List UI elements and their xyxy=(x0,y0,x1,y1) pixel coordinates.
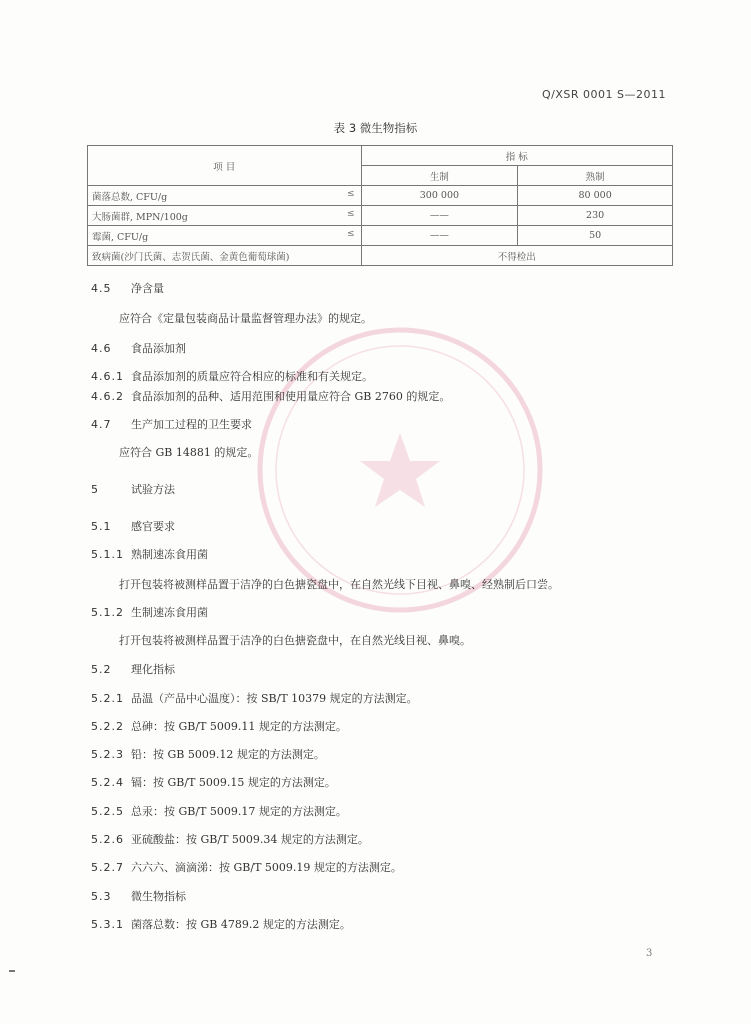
row-cooked: 230 xyxy=(518,206,673,226)
row-item: 致病菌(沙门氏菌、志贺氏菌、金黄色葡萄球菌) xyxy=(88,246,362,266)
section-4-5: 4.5 净含量 xyxy=(91,282,164,295)
section-4-6-2: 4.6.2 食品添加剂的品种、适用范围和使用量应符合 GB 2760 的规定。 xyxy=(91,390,451,403)
section-5-1: 5.1 感官要求 xyxy=(91,520,175,533)
row-raw: —— xyxy=(361,206,518,226)
section-5-2-7: 5.2.7 六六六、滴滴涕：按 GB/T 5009.19 规定的方法测定。 xyxy=(91,861,402,874)
table-row xyxy=(88,206,673,226)
section-4-7: 4.7 生产加工过程的卫生要求 xyxy=(91,418,252,431)
row-cooked: 80 000 xyxy=(518,186,673,206)
microbial-indicator-table xyxy=(87,145,673,266)
table-caption: 表 3 微生物指标 xyxy=(333,121,418,135)
table-row xyxy=(88,186,673,206)
section-5-2-5: 5.2.5 总汞：按 GB/T 5009.17 规定的方法测定。 xyxy=(91,805,347,818)
section-5-1-1: 5.1.1 熟制速冻食用菌 xyxy=(91,548,208,561)
standard-code: Q/XSR 0001 S—2011 xyxy=(542,88,666,101)
row-raw: 300 000 xyxy=(361,186,518,206)
row-cooked: 50 xyxy=(518,226,673,246)
section-5-2-2: 5.2.2 总砷：按 GB/T 5009.11 规定的方法测定。 xyxy=(91,720,347,733)
scan-mark xyxy=(9,970,15,972)
section-5-2: 5.2 理化指标 xyxy=(91,663,175,676)
section-5-2-1: 5.2.1 品温（产品中心温度）：按 SB/T 10379 规定的方法测定。 xyxy=(91,692,418,705)
section-4-6-1: 4.6.1 食品添加剂的质量应符合相应的标准和有关规定。 xyxy=(91,370,373,383)
row-item: 菌落总数, CFU/g ≤ xyxy=(88,186,362,206)
table-header-row xyxy=(88,146,673,166)
row-raw: —— xyxy=(361,226,518,246)
page-number: 3 xyxy=(646,948,653,959)
table-row xyxy=(88,226,673,246)
header-cooked: 熟制 xyxy=(518,166,673,186)
section-5-2-4: 5.2.4 镉：按 GB/T 5009.15 规定的方法测定。 xyxy=(91,776,336,789)
section-5-2-6: 5.2.6 亚硫酸盐：按 GB/T 5009.34 规定的方法测定。 xyxy=(91,833,369,846)
section-4-7-text: 应符合 GB 14881 的规定。 xyxy=(119,446,259,459)
section-5-3-1: 5.3.1 菌落总数：按 GB 4789.2 规定的方法测定。 xyxy=(91,918,351,931)
table-row-pathogen xyxy=(88,246,673,266)
section-5-3: 5.3 微生物指标 xyxy=(91,890,186,903)
row-value: 不得检出 xyxy=(361,246,672,266)
section-5-1-2-text: 打开包装将被测样品置于洁净的白色搪瓷盘中，在自然光线目视、鼻嗅。 xyxy=(119,634,471,647)
section-5-1-1-text: 打开包装将被测样品置于洁净的白色搪瓷盘中，在自然光线下目视、鼻嗅、经熟制后口尝。 xyxy=(119,578,559,591)
section-5-1-2: 5.1.2 生制速冻食用菌 xyxy=(91,606,208,619)
row-item: 霉菌, CFU/g ≤ xyxy=(88,226,362,246)
header-item: 项 目 xyxy=(88,146,362,186)
header-raw: 生制 xyxy=(361,166,518,186)
section-5: 5 试验方法 xyxy=(91,483,175,496)
row-item: 大肠菌群, MPN/100g ≤ xyxy=(88,206,362,226)
header-indicator: 指 标 xyxy=(361,146,672,166)
section-4-5-text: 应符合《定量包装商品计量监督管理办法》的规定。 xyxy=(119,312,372,325)
section-5-2-3: 5.2.3 铅：按 GB 5009.12 规定的方法测定。 xyxy=(91,748,325,761)
section-4-6: 4.6 食品添加剂 xyxy=(91,342,186,355)
